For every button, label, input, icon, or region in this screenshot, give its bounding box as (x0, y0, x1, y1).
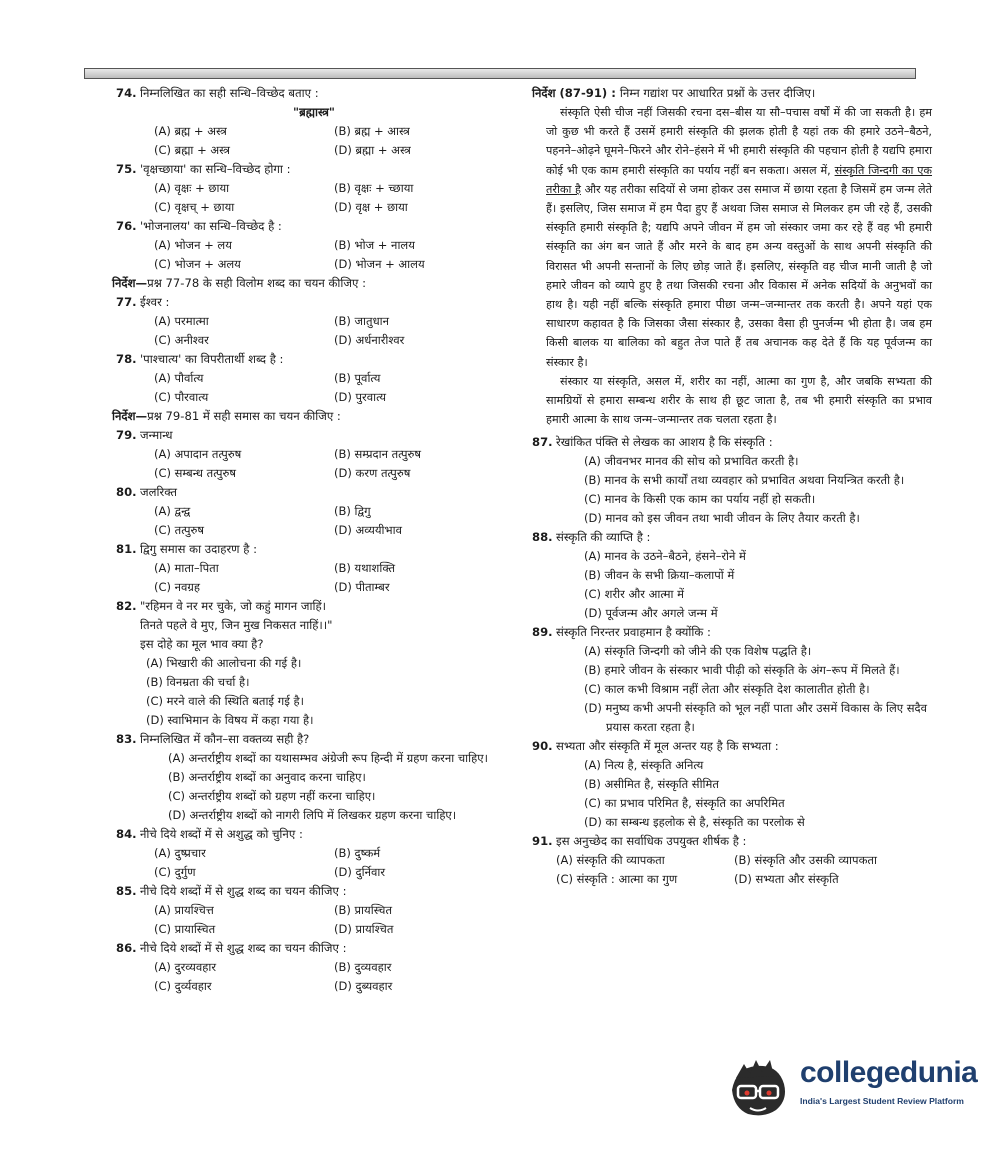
option-c: (C) मानव के किसी एक काम का पर्याय नहीं हो सकती। (584, 492, 816, 507)
question-stem: नीचे दिये शब्दों में से शुद्ध शब्द का चयन कीजिए : (140, 941, 347, 955)
option-b: (B) यथाशक्ति (334, 561, 396, 575)
question-stem: 'भोजनालय' का सन्धि–विच्छेद है : (140, 219, 282, 233)
option-b: (B) हमारे जीवन के संस्कार भावी पीढ़ी को संस्कृति के अंग–रूप में मिलते हैं। (584, 663, 900, 678)
question-stem: निम्नलिखित में कौन–सा वक्तव्य सही है? (140, 732, 310, 746)
brand-tagline: India's Largest Student Review Platform (800, 1096, 964, 1106)
question-stem: संस्कृति निरन्तर प्रवाहमान है क्योंकि : (556, 625, 711, 640)
question-78 (116, 350, 512, 407)
question-number: 74. (116, 86, 137, 100)
option-a: (A) अपादान तत्पुरुष (154, 447, 242, 461)
option-d: (D) सभ्यता और संस्कृति (734, 872, 839, 887)
option-c: (C) तत्पुरुष (154, 523, 205, 537)
option-c: (C) पौरवात्य (154, 390, 209, 404)
option-c: (C) अन्तर्राष्ट्रीय शब्दों को ग्रहण नहीं करना चाहिए। (168, 789, 376, 803)
option-c: (C) सम्बन्ध तत्पुरुष (154, 466, 237, 480)
question-88 (532, 528, 932, 623)
direction-label: निर्देश (87-91) : (532, 86, 616, 100)
option-d: (D) मनुष्य कभी अपनी संस्कृति को भूल नहीं पाता और उसमें विकास के लिए सदैव प्रयास करता रहता है। (584, 701, 928, 735)
top-rule (84, 68, 916, 79)
option-a: (A) संस्कृति जिन्दगी को जीने की एक विशेष पद्धति है। (584, 644, 812, 659)
option-c: (C) प्रायास्चित (154, 922, 216, 936)
question-76 (116, 217, 512, 274)
direction-label: निर्देश— (112, 276, 148, 290)
question-number: 79. (116, 428, 137, 442)
option-b: (B) जीवन के सभी क्रिया–कलापों में (584, 568, 735, 583)
underlined-line: संस्कृति जिन्दगी का एक तरीका है (546, 163, 933, 196)
direction-text: प्रश्न 79-81 में सही समास का चयन कीजिए : (147, 409, 341, 423)
option-b: (B) जातुधान (334, 314, 390, 328)
option-c: (C) शरीर और आत्मा में (584, 587, 685, 602)
option-b: (B) सम्प्रदान तत्पुरुष (334, 447, 421, 461)
option-a: (A) परमात्मा (154, 314, 209, 328)
question-87 (532, 433, 932, 528)
question-85 (116, 882, 512, 939)
option-a: (A) माता–पिता (154, 561, 219, 575)
question-number: 81. (116, 542, 137, 556)
option-b: (B) दुष्कर्म (334, 846, 381, 860)
question-stem: 'वृक्षच्छाया' का सन्धि–विच्छेद होगा : (140, 162, 291, 176)
option-b: (B) प्रायस्चित (334, 903, 393, 917)
question-77 (116, 293, 512, 350)
option-a: (A) भोजन + लय (154, 238, 232, 252)
question-number: 86. (116, 941, 137, 955)
option-a: (A) प्रायश्चित्त (154, 903, 214, 917)
option-b: (B) मानव के सभी कार्यों तथा व्यवहार को प्रभावित अथवा नियन्त्रित करती है। (584, 473, 905, 488)
option-a: (A) जीवनभर मानव की सोच को प्रभावित करती है। (584, 454, 799, 469)
option-b: (B) द्विगु (334, 504, 371, 518)
option-c: (C) ब्रह्मा + अस्त्र (154, 143, 230, 157)
question-number: 75. (116, 162, 137, 176)
option-d: (D) अर्धनारीश्वर (334, 333, 405, 347)
question-stem: "रहिमन वे नर मर चुके, जो कहुं मागन जाहिं। (140, 599, 327, 613)
question-75 (116, 160, 512, 217)
option-c: (C) नवग्रह (154, 580, 201, 594)
question-number: 87. (532, 435, 553, 450)
question-number: 89. (532, 625, 553, 640)
option-d: (D) ब्रह्मा + अस्त्र (334, 143, 411, 157)
option-a: (A) पौर्वात्य (154, 371, 204, 385)
option-b: (B) पूर्वात्य (334, 371, 381, 385)
option-d: (D) पुरवात्य (334, 390, 387, 404)
question-number: 91. (532, 834, 553, 849)
option-a: (A) ब्रह्म + अस्त्र (154, 124, 227, 138)
question-stem: सभ्यता और संस्कृति में मूल अन्तर यह है कि सभ्यता : (556, 739, 779, 754)
question-number: 78. (116, 352, 137, 366)
option-b: (B) अन्तर्राष्ट्रीय शब्दों का अनुवाद करना चाहिए। (168, 770, 366, 784)
option-a: (A) वृक्षः + छाया (154, 181, 230, 195)
question-number: 83. (116, 732, 137, 746)
question-stem: नीचे दिये शब्दों में से अशुद्ध को चुनिए : (140, 827, 303, 841)
passage-paragraph-1: संस्कृति ऐसी चीज नहीं जिसकी रचना दस–बीस या सौ–पचास वर्षों में की जा सकती है। हम जो कुछ भी करते हैं उसमें हमारी संस्कृति की झलक होती है यहां तक की हमारे उठने–बैठने, पहनने–ओढ़ने घूमने–फिरने और रोने–हंसने में भी हमारी संस्कृति की पहचान होती है यद्यपि हमारा कोई भी एक काम हमारी संस्कृति का पर्याय नहीं बन सकता। असल में, संस्कृति जिन्दगी का एक तरीका है और यह तरीका सदियों से जमा होकर उस समाज में छाया रहता है जिसमें हम जन्म लेते हैं। इसलिए, जिस समाज में हम पैदा हुए हैं अथवा जिस समाज से मिलकर हम जी रहे हैं, उसकी संस्कृति हमारी संस्कृति है; यद्यपि अपने जीवन में हम जो संस्कार जमा कर रहे हैं वह भी हमारी संस्कृति का अंग बन जाते हैं और मरने के बाद हम अन्य वस्तुओं के साथ अपनी संस्कृति की विरासत भी अपनी सन्तानों के लिए छोड़ जाते हैं। इसलिए, संस्कृति वह चीज मानी जाती है जो हमारे जीवन को व्यापे हुए है तथा जिसकी रचना और विकास में अनेक सदियों के अनुभवों का हाथ है। यही नहीं बल्कि संस्कृति हमारा पीछा जन्म–जन्मान्तर तक करती है। अपने यहां एक साधारण कहावत है कि जिसका जैसा संस्कार है, उसका वैसा ही पुनर्जन्म भी होता है। जब हम किसी बालक या बालिका को बहुत तेज पाते हैं तब अचानक कह देते हैं कि यह पूर्वजन्म का संस्कार है। (546, 106, 933, 369)
option-d: (D) प्रायश्चित (334, 922, 394, 936)
question-stem: 'पाश्चात्य' का विपरीतार्थी शब्द है : (140, 352, 284, 366)
direction-text: प्रश्न 77-78 के सही विलोम शब्द का चयन कीजिए : (147, 276, 367, 290)
option-d: (D) अन्तर्राष्ट्रीय शब्दों को नागरी लिपि में लिखकर ग्रहण करना चाहिए। (168, 808, 457, 822)
option-d: (D) दुर्निवार (334, 865, 386, 879)
question-number: 88. (532, 530, 553, 545)
option-a: (A) नित्य है, संस्कृति अनित्य (584, 758, 704, 773)
question-83 (116, 730, 512, 825)
question-stem: जन्मान्ध (140, 428, 173, 442)
option-c: (C) संस्कृति : आत्मा का गुण (556, 872, 678, 887)
question-stem: रेखांकित पंक्ति से लेखक का आशय है कि संस्कृति : (556, 435, 773, 450)
option-b: (B) संस्कृति और उसकी व्यापकता (734, 853, 877, 868)
option-b: (B) विनम्रता की चर्चा है। (146, 675, 250, 689)
question-number: 77. (116, 295, 137, 309)
option-a: (A) द्वन्द्व (154, 504, 191, 518)
question-word: "ब्रह्मास्त्र" (293, 105, 335, 119)
option-d: (D) का सम्बन्ध इहलोक से है, संस्कृति का परलोक से (584, 815, 805, 830)
direction-79-81 (112, 407, 512, 426)
passage-paragraph-2: संस्कार या संस्कृति, असल में, शरीर का नहीं, आत्मा का गुण है, और जबकि सभ्यता की सामग्रियों से हमारा सम्बन्ध शरीर के साथ ही छूट जाता है, तब भी हमारी संस्कृति का प्रभाव हमारी आत्मा के साथ जन्म–जन्मान्तर तक चलता रहता है। (546, 374, 932, 427)
question-stem-line3: इस दोहे का मूल भाव क्या है? (140, 637, 264, 651)
option-d: (D) पीताम्बर (334, 580, 390, 594)
option-a: (A) दुष्प्रचार (154, 846, 206, 860)
question-stem: ईश्वर : (140, 295, 170, 309)
question-number: 84. (116, 827, 137, 841)
option-a: (A) संस्कृति की व्यापकता (556, 853, 665, 868)
option-c: (C) दुर्व्यवहार (154, 979, 212, 993)
question-89 (532, 623, 932, 737)
option-b: (B) दुव्यवहार (334, 960, 392, 974)
question-stem-line2: तिनते पहले वे मुए, जिन मुख निकसत नाहिं।।" (140, 618, 333, 632)
left-column (112, 84, 512, 996)
direction-87-91 (532, 84, 932, 103)
option-d: (D) दुब्यवहार (334, 979, 393, 993)
question-90 (532, 737, 932, 832)
question-79 (116, 426, 512, 483)
question-80 (116, 483, 512, 540)
question-84 (116, 825, 512, 882)
brand-name: collegedunia (800, 1056, 978, 1089)
question-stem: इस अनुच्छेद का सर्वाधिक उपयुक्त शीर्षक है : (556, 834, 747, 849)
option-a: (A) अन्तर्राष्ट्रीय शब्दों का यथासम्भव अंग्रेजी रूप हिन्दी में ग्रहण करना चाहिए। (168, 751, 488, 765)
question-stem: संस्कृति की व्याप्ति है : (556, 530, 651, 545)
question-number: 76. (116, 219, 137, 233)
option-d: (D) अव्ययीभाव (334, 523, 402, 537)
option-c: (C) भोजन + अलय (154, 257, 241, 271)
direction-label: निर्देश— (112, 409, 148, 423)
option-c: (C) काल कभी विश्राम नहीं लेता और संस्कृति देश कालातीत होती है। (584, 682, 870, 697)
option-d: (D) वृक्ष + छाया (334, 200, 408, 214)
question-74 (116, 84, 512, 160)
option-d: (D) भोजन + आलय (334, 257, 425, 271)
option-c: (C) अनीश्वर (154, 333, 209, 347)
question-82 (116, 597, 512, 730)
right-column (532, 84, 932, 889)
reading-passage (532, 103, 932, 429)
question-number: 82. (116, 599, 137, 613)
option-d: (D) मानव को इस जीवन तथा भावी जीवन के लिए तैयार करती है। (584, 511, 860, 526)
direction-text: निम्न गद्यांश पर आधारित प्रश्नों के उत्तर दीजिए। (619, 86, 816, 100)
option-d: (D) पूर्वजन्म और अगले जन्म में (584, 606, 718, 621)
option-b: (B) ब्रह्म + आस्त्र (334, 124, 410, 138)
option-d: (D) करण तत्पुरुष (334, 466, 411, 480)
question-stem: नीचे दिये शब्दों में से शुद्ध शब्द का चयन कीजिए : (140, 884, 347, 898)
question-stem: द्विगु समास का उदाहरण है : (140, 542, 257, 556)
option-c: (C) दुर्गुण (154, 865, 196, 879)
question-number: 90. (532, 739, 553, 754)
option-c: (C) का प्रभाव परिमित है, संस्कृति का अपरिमित (584, 796, 785, 811)
question-91 (532, 832, 932, 889)
option-a: (A) भिखारी की आलोचना की गई है। (146, 656, 302, 670)
option-b: (B) असीमित है, संस्कृति सीमित (584, 777, 719, 792)
question-number: 80. (116, 485, 137, 499)
option-a: (A) मानव के उठने–बैठने, हंसने–रोने में (584, 549, 746, 564)
direction-77-78 (112, 274, 512, 293)
question-stem: निम्नलिखित का सही सन्धि–विच्छेद बताए : (140, 86, 319, 100)
question-86 (116, 939, 512, 996)
question-81 (116, 540, 512, 597)
option-c: (C) वृक्षच् + छाया (154, 200, 235, 214)
option-a: (A) दुरव्यवहार (154, 960, 217, 974)
option-b: (B) वृक्षः + च्छाया (334, 181, 414, 195)
question-stem: जलरिक्त (140, 485, 178, 499)
option-c: (C) मरने वाले की स्थिति बताई गई है। (146, 694, 304, 708)
option-d: (D) स्वाभिमान के विषय में कहा गया है। (146, 713, 314, 727)
question-number: 85. (116, 884, 137, 898)
option-b: (B) भोज + नालय (334, 238, 415, 252)
